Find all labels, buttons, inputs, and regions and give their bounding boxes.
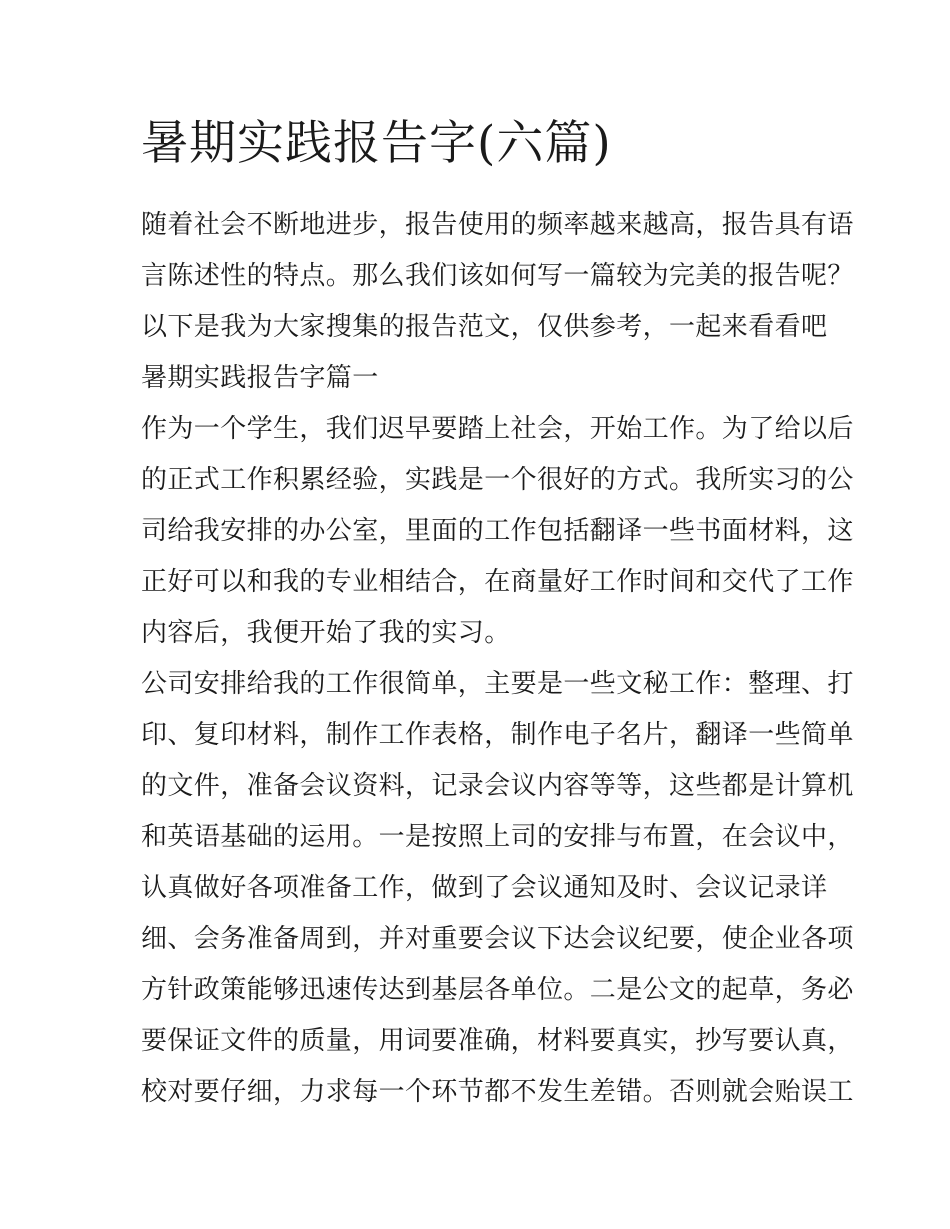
text-line: 的文件，准备会议资料，记录会议内容等等，这些都是计算机 (141, 771, 854, 801)
text-line: 方针政策能够迅速传达到基层各单位。二是公文的起草，务必 (141, 975, 854, 1005)
section-heading: 暑期实践报告字篇一 (141, 363, 379, 393)
text-line: 公司安排给我的工作很简单，主要是一些文秘工作：整理、打 (141, 669, 854, 699)
text-line: 作为一个学生，我们迟早要踏上社会，开始工作。为了给以后 (141, 414, 854, 444)
text-line: 随着社会不断地进步，报告使用的频率越来越高，报告具有语 (141, 210, 854, 240)
text-line: 要保证文件的质量，用词要准确，材料要真实，抄写要认真， (141, 1026, 854, 1056)
text-line: 司给我安排的办公室，里面的工作包括翻译一些书面材料，这 (141, 516, 854, 546)
text-line: 细、会务准备周到，并对重要会议下达会议纪要，使企业各项 (141, 924, 854, 954)
document-body (141, 200, 854, 1118)
text-line: 校对要仔细，力求每一个环节都不发生差错。否则就会贻误工 (141, 1077, 854, 1107)
text-line: 正好可以和我的专业相结合，在商量好工作时间和交代了工作 (141, 567, 854, 597)
text-line: 和英语基础的运用。一是按照上司的安排与布置，在会议中， (141, 822, 854, 852)
text-line: 的正式工作积累经验，实践是一个很好的方式。我所实习的公 (141, 465, 854, 495)
text-line: 印、复印材料，制作工作表格，制作电子名片，翻译一些简单 (141, 720, 854, 750)
text-line: 言陈述性的特点。那么我们该如何写一篇较为完美的报告呢？ (141, 261, 854, 291)
text-line: 以下是我为大家搜集的报告范文，仅供参考，一起来看看吧 (141, 312, 828, 342)
text-line: 认真做好各项准备工作，做到了会议通知及时、会议记录详 (141, 873, 828, 903)
text-line: 内容后，我便开始了我的实习。 (141, 618, 511, 648)
document-title: 暑期实践报告字(六篇) (141, 116, 612, 171)
